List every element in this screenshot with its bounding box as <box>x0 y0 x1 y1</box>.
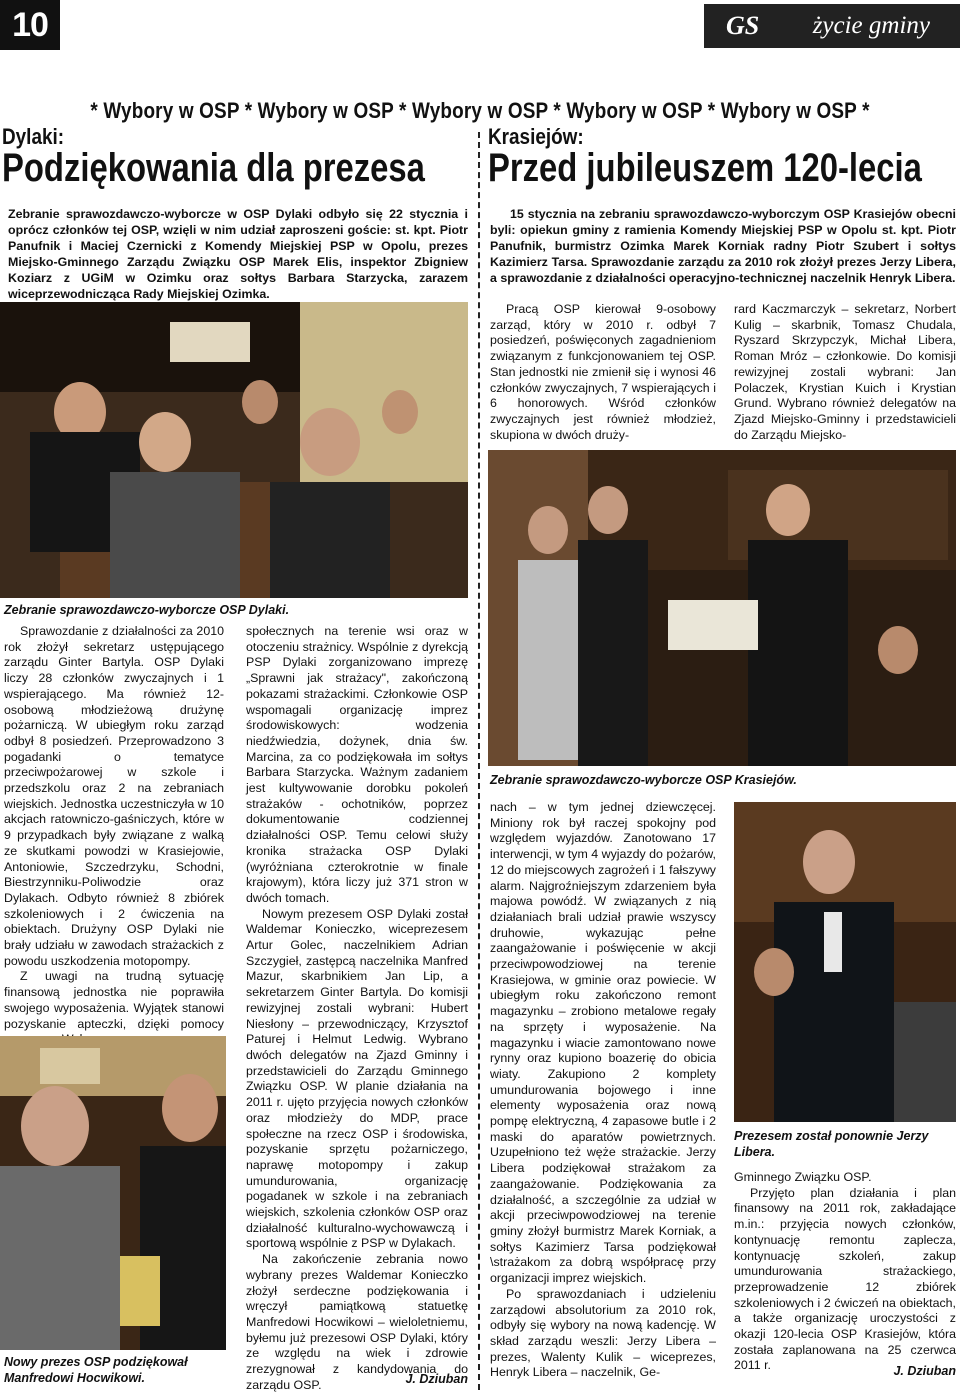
right-photo4-caption: Prezesem został ponownie Jerzy Libera. <box>734 1129 929 1159</box>
paragraph: Nowym prezesem OSP Dylaki został Waldemar Konieczko, wiceprezesem Artur Golec, naczelnikiem Adrian Szczygieł, zastępcą naczelnika Manfred Mazur, skarbnikiem Jan Lip, a sekretarzem Ginter Bartyla. Do komisji rewizyjnej zostali wybrani: Hubert Niesłony – przewodniczący, Krzysztof Paturej i Helmut Ledwig. Wybrano dwóch delegatów na Zjazd Gminny i przedstawicieli do Zarządu Gminnego Związku OSP. W planie działania na 2011 r. ujęto przyjęcia nowych członków oraz młodzieży do MDP, prace społeczne na rzecz OSP i środowiska, pozyskanie sprzętu pożarniczego, naprawę motopompy i zakup umundurowania, organizację pogadanek w szkole i na zebraniach wiejskich, szkolenia członków OSP oraz działalność kulturalno-wychowawczą i sportową wspólnie z PSP w Dylakach. <box>246 906 468 1251</box>
right-headline: Przed jubileuszem 120-lecia <box>488 146 922 190</box>
left-column-1 <box>4 624 224 1048</box>
masthead <box>704 4 960 48</box>
right-photo3-caption: Zebranie sprawozdawczo-wyborcze OSP Krasiejów. <box>490 773 797 787</box>
paragraph: Przyjęto plan działania i plan finansowy na 2011 rok, zakładające m.in.: przyjęcia nowych członków, kontynuację remontu zaplecza, kontynuację szkoleń, zakup umundurowania strażackiego, przeprowadzenie 12 zbiórek szkoleniowych i 2 ćwiczeń na obiektach, a także organizację uroczystości z okazji 120-lecia OSP Krasiejów, która została zaplanowana na 25 czerwca 2011 r. <box>734 1185 956 1373</box>
left-kicker: Dylaki: <box>2 124 65 149</box>
section-banner: * Wybory w OSP * Wybory w OSP * Wybory w OSP * Wybory w OSP * Wybory w OSP * <box>90 98 870 123</box>
paragraph: nach – w tym jednej dziewczęcej. Miniony rok był raczej spokojny pod względem wyjazdów. Zanotowano 17 interwencji, w tym 4 wyjazdy do pożarów, 12 do miejscowych zagrożeń i 1 fałszywy alarm. Najgroźniejszym zdarzeniem była majowa powódź. W związanych z nią działaniach brali udział prawie wszyscy druhowie, wykazując pełne zaangażowanie i poświęcenie w akcji przeciwpowodziowej na terenie Krasiejowa, w gminie oraz powiecie. W ubiegłym roku zakończono remont magazynku – zrobiono metalowe regały na sprzęty i wyposażenie. Na magazynku i wiacie zamontowano nowe rynny oraz kupiono boazerię do obicia wiaty. Zakupiono 2 komplety umundurowania bojowego i inne elementy wyposażenia oraz nową pompę elektryczną, 4 zapasowe butle i 2 maski do aparatów powietrznych. Uzupełniono też węże strażackie. Jerzy Libera podziękował strażakom za zaangażowanie. Podziękowania za działalność, a szczególnie za udział w akcji przeciwpowodziowej na terenie gminy złożył burmistrz Marek Korniak, a sołtys Kazimierz Tarsa podziękował \strażakom za dobrą współpracę przy organizacji imprez wiejskich. <box>490 800 716 1286</box>
paragraph: Po sprawozdaniach i udzieleniu zarządowi absolutorium za 2010 rok, odbyły się wybory na nową kadencję. W skład zarządu weszli: Jerzy Libera – prezes, Walenty Kulik – wiceprezes, Henryk Libera – naczelnik, Ge- <box>490 1286 716 1380</box>
right-column-a <box>490 302 716 443</box>
right-column-c <box>490 800 716 1381</box>
paragraph: społecznych na terenie wsi oraz w otoczeniu strażnicy. Wspólnie z dyrekcją PSP Dylaki zorganizowano imprezę „Sprawni jak strażacy", zakończoną pokazami strażackimi. Członkowie OSP wspomagali organizację imprez środowiskowych: wodzenia niedźwiedzia, dożynek, dnia św. Marcina, za co podziękowała im sołtys Barbara Starzycka. Ważnym zadaniem jest kultywowanie dorobku pokoleń strażaków - ochotników, poprzez dokumentowanie codziennej działalności OSP. Temu celowi służy kronika strażacka OSP Dylaki (wyróżniana czterokrotnie w finale krajowym), która liczy już 371 stron w dwóch tomach. <box>246 624 468 905</box>
photo-president-libera <box>734 802 956 1122</box>
right-column-b <box>734 302 956 443</box>
right-column-d <box>734 1170 956 1374</box>
paragraph: Pracą OSP kierował 9-osobowy zarząd, który w 2010 r. odbył 7 posiedzeń, poświęconych zagadnieniom związanym z funkcjonowaniem tej OSP. Stan jednostki nie zmienił się i wynosi 46 członków zwyczajnych, 7 wspierających i 6 honorowych. Wśród członków zwyczajnych jest również młodzież, skupiona w dwóch druży- <box>490 302 716 442</box>
left-lead: Zebranie sprawozdawczo-wyborcze w OSP Dylaki odbyło się 22 stycznia i oprócz członków tej OSP, wzięli w nim udział zaproszeni goście: st. kpt. Piotr Panufnik i Maciej Czernicki z Komendy Miejskiej PSP w Opolu, prezes Miejsko-Gminnego Zarządu Związku OSP Marek Elis, inspektor Zbigniew Koziarz z UGiM w Ozimku oraz sołtys Barbara Starzycka, zarazem wiceprzewodnicząca Rady Miejskiej Ozimka. <box>8 207 468 301</box>
left-headline: Podziękowania dla prezesa <box>2 146 425 190</box>
column-divider <box>478 132 480 1390</box>
paragraph: Z uwagi na trudną sytuację finansową jednostka nie poprawiła swojego wyposażenia. Wyjątek stanowi pozyskanie apteczki, dzięki pomocy <box>4 969 224 1031</box>
photo-president-thanks <box>0 1036 226 1350</box>
right-kicker: Krasiejów: <box>488 124 584 149</box>
paragraph: Sprawozdanie z działalności za 2010 rok złożył sekretarz ustępującego zarządu Ginter Bartyla. OSP Dylaki liczy 28 członków zwyczajnych i 1 wspierającego. Ma również 12-osobową młodzieżową drużynę pożarniczą. W ubiegłym roku zarząd odbył 8 posiedzeń. Przeprowadzono 3 pogadanki o tematyce przeciwpożarowej w szkole i przedszkolu oraz 2 na zebraniach wiejskich. Jednostka uczestniczyła w 10 akcjach ratowniczo-gaśniczych, które w 9 przypadkach były związane z walką ze skutkami powodzi w Krasiejowie, Antoniowie, Szczedrzyku, Schodni, Biestrzynniku-Poliwodzie oraz Dylakach. Odbyto również 8 zbiórek szkoleniowych i 2 ćwiczenia na obiektach. Drużyny OSP Dylaki nie brały udziału w zawodach strażackich z powodu uszkodzenia motopompy. <box>4 624 224 968</box>
masthead-title: życie gminy <box>812 12 930 39</box>
left-photo1-caption: Zebranie sprawozdawczo-wyborcze OSP Dylaki. <box>4 603 290 617</box>
left-photo2-caption: Nowy prezes OSP podziękował Manfredowi Hocwikowi. <box>4 1355 188 1385</box>
photo-meeting-dylaki <box>0 302 468 598</box>
masthead-logo-icon: GS <box>726 11 760 40</box>
paragraph: Na zakończenie zebrania nowo wybrany prezes Waldemar Konieczko złożył serdeczne podziękowania i wręczył pamiątkową statuetkę Manfredowi Hocwikowi – wieloletniemu, byłemu już prezesowi OSP Dylaki, który ze względu na wiek i zdrowie zrezygnował z kandydowania do zarządu OSP. <box>246 1252 468 1392</box>
right-lead: 15 stycznia na zebraniu sprawozdawczo-wyborczym OSP Krasiejów obecni byli: opiekun gminy z ramienia Komendy Miejskiej PSP w Opolu st. kpt. Piotr Panufnik, burmistrz Ozimka Marek Korniak radny Piotr Szubert i sołtys Kazimierz Tarsa. Sprawozdanie zarządu za 2010 rok złożył prezes Jerzy Libera, a sprawozdanie z działalności operacyjno-technicznej naczelnik Henryk Libera. <box>490 207 956 285</box>
page-number: 10 <box>0 0 60 50</box>
left-signature: J. Dziuban <box>405 1372 468 1386</box>
paragraph: Gminnego Związku OSP. <box>734 1170 872 1184</box>
right-signature: J. Dziuban <box>893 1364 956 1378</box>
left-column-2 <box>246 624 468 1393</box>
paragraph: rard Kaczmarczyk – sekretarz, Norbert Kulig – skarbnik, Tomasz Chudala, Ryszard Skrzypczyk, Michał Libera, Roman Mróz – członkowie. Do komisji rewizyjnej zostali wybrani: Jan Polaczek, Krystian Kuich i Krystian Grund. Wybrano również delegatów na Zjazd Miejsko-Gminny i przedstawicieli do Zarządu Miejsko- <box>734 302 956 442</box>
photo-meeting-krasiejow <box>488 450 956 766</box>
